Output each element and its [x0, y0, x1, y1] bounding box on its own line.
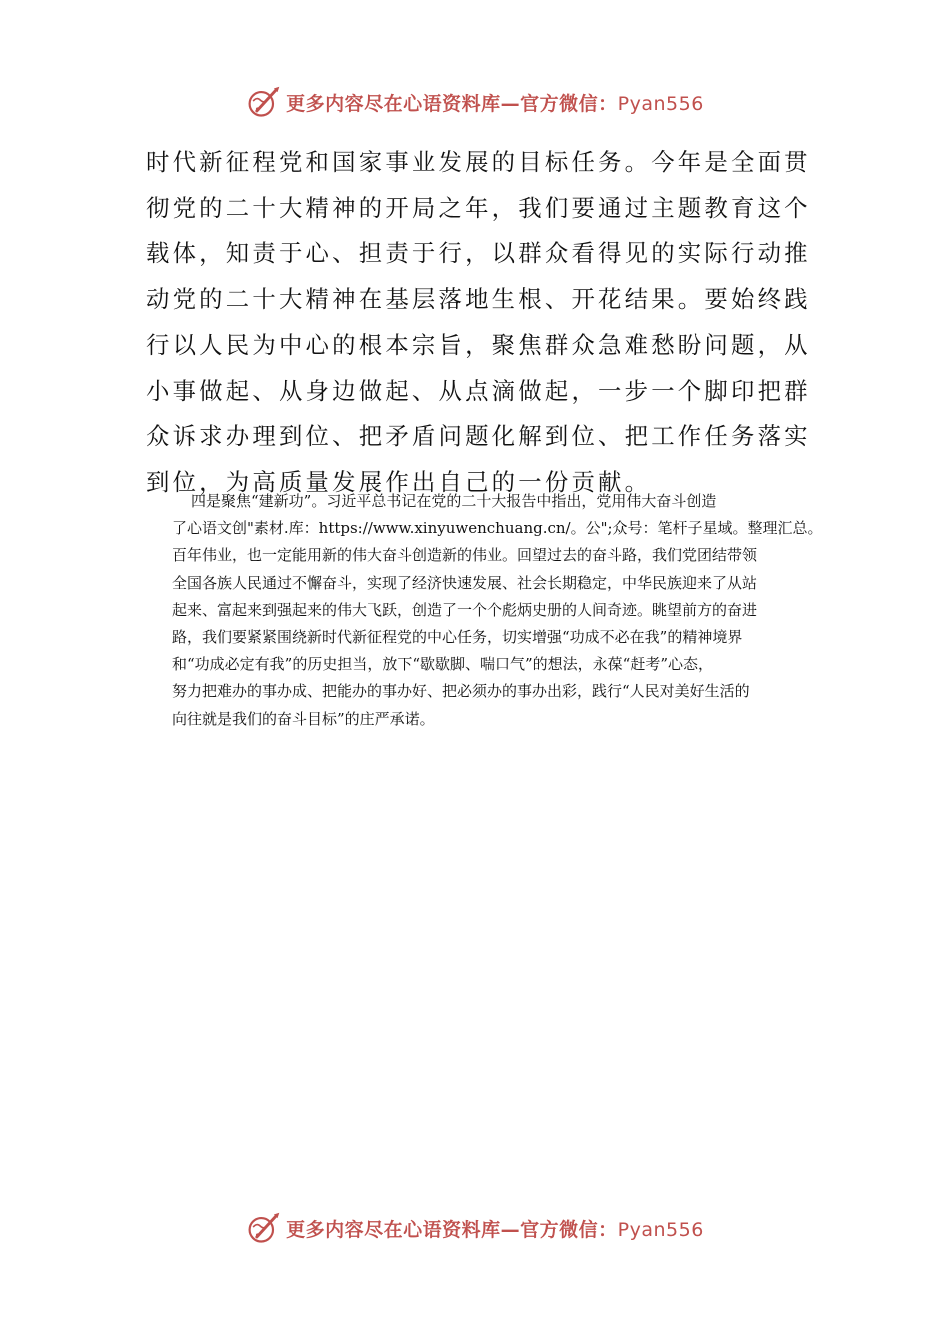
small-line: 路，我们要紧紧围绕新时代新征程党的中心任务，切实增强“功成不必在我”的精神境界	[172, 628, 743, 647]
small-line: 努力把难办的事办成、把能办的事办好、把必须办的事办出彩，践行“人民对美好生活的	[172, 682, 750, 701]
large-line: 行以人民为中心的根本宗旨，聚焦群众急难愁盼问题，从	[146, 330, 811, 359]
small-line: 四是聚焦“建新功”。习近平总书记在党的二十大报告中指出，党用伟大奋斗创造	[191, 492, 717, 510]
small-line: 起来、富起来到强起来的伟大飞跃，创造了一个个彪炳史册的人间奇迹。眺望前方的奋进	[172, 600, 758, 619]
footer-banner-text	[286, 1215, 704, 1242]
large-line: 小事做起、从身边做起、从点滴做起，一步一个脚印把群	[146, 376, 811, 405]
small-line: 百年伟业，也一定能用新的伟大奋斗创造新的伟业。回望过去的奋斗路，我们党团结带领	[172, 546, 758, 565]
small-line: 和“功成必定有我”的历史担当，放下“歇歇脚、喘口气”的想法，永葆“赶考”心态，	[172, 655, 714, 674]
small-line: 全国各族人民通过不懈奋斗，实现了经济快速发展、社会长期稳定，中华民族迎来了从站	[172, 573, 758, 592]
small-line: 了心语文创"素材.库：https://www.xinyuwenchuang.cn/。公";众号：笔杆子星域。整理汇总。	[172, 519, 823, 538]
large-line: 到位，为高质量发展作出自己的一份贡献。	[146, 467, 652, 496]
header-banner-text	[286, 89, 704, 116]
large-line: 动党的二十大精神在基层落地生根、开花结果。要始终践	[146, 285, 811, 314]
footer-wechat-id: Pyan556	[617, 1218, 704, 1241]
header-banner-main: 更多内容尽在心语资料库—官方微信：	[286, 92, 618, 115]
footer-banner	[0, 1208, 950, 1248]
footer-banner-main: 更多内容尽在心语资料库—官方微信：	[286, 1218, 618, 1241]
large-line: 彻党的二十大精神的开局之年，我们要通过主题教育这个	[146, 193, 811, 222]
body-paragraph-large	[146, 140, 810, 506]
header-wechat-id: Pyan556	[617, 92, 704, 115]
large-line: 众诉求办理到位、把矛盾问题化解到位、把工作任务落实	[146, 422, 811, 451]
large-line: 时代新征程党和国家事业发展的目标任务。今年是全面贯	[146, 148, 811, 176]
pen-logo-icon	[246, 84, 282, 120]
pen-logo-icon	[246, 1210, 282, 1246]
body-paragraph-small	[172, 488, 823, 733]
small-line: 向往就是我们的奋斗目标”的庄严承诺。	[172, 709, 435, 728]
header-banner	[0, 82, 950, 122]
large-line: 载体，知责于心、担责于行，以群众看得见的实际行动推	[146, 239, 811, 268]
